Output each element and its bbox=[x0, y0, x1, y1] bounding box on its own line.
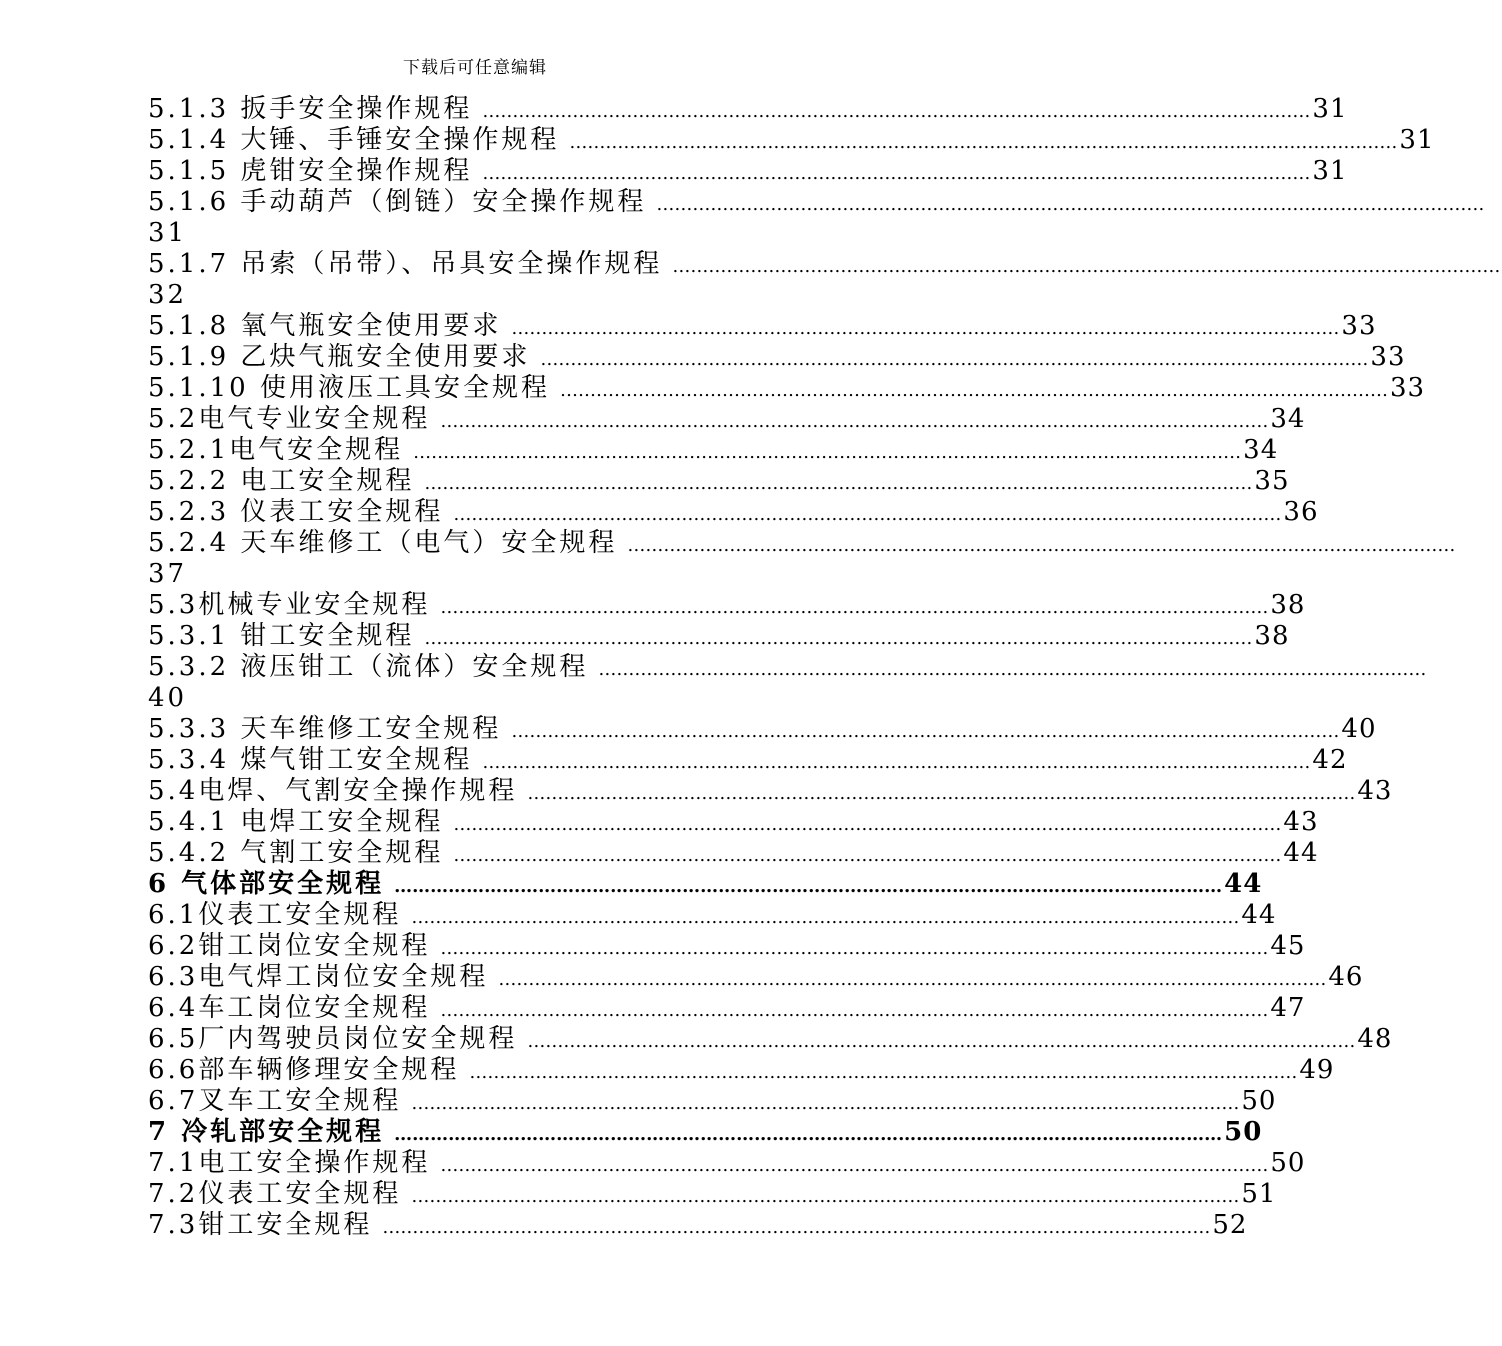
toc-entry[interactable] bbox=[148, 497, 1319, 528]
toc-entry[interactable] bbox=[148, 125, 1435, 156]
toc-entry[interactable] bbox=[148, 807, 1319, 838]
toc-entry-page-number: 31 bbox=[1312, 94, 1348, 124]
toc-dot-leader bbox=[401, 1088, 1241, 1119]
toc-entry[interactable] bbox=[148, 1210, 1248, 1241]
toc-entry[interactable] bbox=[148, 435, 1279, 466]
toc-entry-page-number: 50 bbox=[1270, 1148, 1306, 1178]
toc-entry-page-number: 52 bbox=[1212, 1210, 1248, 1240]
toc-entry[interactable] bbox=[148, 249, 803, 280]
toc-entry-title: 7.1电工安全操作规程 bbox=[148, 1148, 431, 1178]
toc-dot-leader bbox=[588, 654, 1428, 685]
toc-dot-leader bbox=[372, 1212, 1212, 1243]
toc-entry-page-number: 40 bbox=[1341, 714, 1377, 744]
toc-entry-title: 6.5厂内驾驶员岗位安全规程 bbox=[148, 1024, 518, 1054]
toc-entry-page-number: 31 bbox=[148, 218, 188, 248]
toc-entry-page-number: 46 bbox=[1328, 962, 1364, 992]
toc-entry-page-number: 31 bbox=[1312, 156, 1348, 186]
toc-entry-page-number: 32 bbox=[148, 280, 188, 310]
toc-entry[interactable] bbox=[148, 1086, 1277, 1117]
toc-entry-title: 5.4电焊、气割安全操作规程 bbox=[148, 776, 518, 806]
toc-entry-title: 5.1.7 吊索（吊带）、吊具安全操作规程 bbox=[148, 249, 663, 279]
toc-dot-leader bbox=[430, 1150, 1270, 1181]
toc-entry-page-number: 47 bbox=[1270, 993, 1306, 1023]
toc-dot-leader bbox=[472, 96, 1312, 127]
toc-entry-title: 6.4车工岗位安全规程 bbox=[148, 993, 431, 1023]
toc-dot-leader bbox=[443, 499, 1283, 530]
toc-entry-page-number: 38 bbox=[1254, 621, 1290, 651]
toc-entry-title: 5.1.4 大锤、手锤安全操作规程 bbox=[148, 125, 560, 155]
toc-entry[interactable] bbox=[148, 1117, 1263, 1148]
table-of-contents bbox=[148, 94, 1435, 1241]
toc-entry[interactable] bbox=[148, 373, 1426, 404]
toc-entry[interactable] bbox=[148, 1179, 1277, 1210]
toc-entry-title: 5.3.1 钳工安全规程 bbox=[148, 621, 415, 651]
toc-dot-leader bbox=[414, 623, 1254, 654]
toc-entry[interactable] bbox=[148, 342, 1406, 373]
toc-entry-page-number: 44 bbox=[1241, 900, 1277, 930]
toc-entry-page-number: 50 bbox=[1224, 1117, 1263, 1147]
toc-entry-page-number: 43 bbox=[1357, 776, 1393, 806]
toc-entry[interactable] bbox=[148, 652, 803, 683]
toc-entry[interactable] bbox=[148, 1055, 1335, 1086]
toc-entry[interactable] bbox=[148, 621, 1290, 652]
toc-entry-page-number: 37 bbox=[148, 559, 188, 589]
toc-entry[interactable] bbox=[148, 1148, 1306, 1179]
toc-dot-leader bbox=[443, 809, 1283, 840]
toc-dot-leader bbox=[430, 406, 1270, 437]
toc-entry-title: 5.3.3 天车维修工安全规程 bbox=[148, 714, 502, 744]
toc-entry-title: 6.1仪表工安全规程 bbox=[148, 900, 402, 930]
toc-entry[interactable] bbox=[148, 94, 1348, 125]
toc-entry[interactable] bbox=[148, 776, 1393, 807]
toc-entry[interactable] bbox=[148, 993, 1306, 1024]
toc-entry-page-number: 36 bbox=[1283, 497, 1319, 527]
toc-dot-leader bbox=[550, 375, 1390, 406]
toc-dot-leader bbox=[517, 778, 1357, 809]
toc-dot-leader bbox=[501, 716, 1341, 747]
toc-entry-page-number: 49 bbox=[1299, 1055, 1335, 1085]
toc-entry-title: 6.2钳工岗位安全规程 bbox=[148, 931, 431, 961]
toc-dot-leader bbox=[472, 747, 1312, 778]
toc-entry[interactable] bbox=[148, 311, 1377, 342]
toc-entry-title: 5.1.9 乙炔气瓶安全使用要求 bbox=[148, 342, 531, 372]
toc-entry-title: 6.3电气焊工岗位安全规程 bbox=[148, 962, 489, 992]
toc-entry[interactable] bbox=[148, 466, 1290, 497]
toc-entry-page-number: 33 bbox=[1370, 342, 1406, 372]
toc-entry-page-number: 48 bbox=[1357, 1024, 1393, 1054]
toc-entry-title: 5.1.6 手动葫芦（倒链）安全操作规程 bbox=[148, 187, 647, 217]
toc-entry-title: 6.6部车辆修理安全规程 bbox=[148, 1055, 460, 1085]
toc-entry[interactable] bbox=[148, 156, 1348, 187]
toc-entry[interactable] bbox=[148, 590, 1306, 621]
toc-dot-leader bbox=[501, 313, 1341, 344]
toc-entry[interactable] bbox=[148, 838, 1319, 869]
toc-entry-page-number: 38 bbox=[1270, 590, 1306, 620]
toc-entry-title: 7.3钳工安全规程 bbox=[148, 1210, 373, 1240]
toc-entry-title: 7 冷轧部安全规程 bbox=[148, 1117, 385, 1147]
toc-dot-leader bbox=[384, 1119, 1224, 1150]
toc-dot-leader bbox=[430, 592, 1270, 623]
toc-entry-title: 5.3.4 煤气钳工安全规程 bbox=[148, 745, 473, 775]
toc-entry-page-number: 31 bbox=[1399, 125, 1435, 155]
toc-dot-leader bbox=[459, 1057, 1299, 1088]
toc-entry-title: 5.3.2 液压钳工（流体）安全规程 bbox=[148, 652, 589, 682]
toc-entry-title: 5.4.1 电焊工安全规程 bbox=[148, 807, 444, 837]
toc-entry-page-number: 33 bbox=[1389, 373, 1426, 403]
toc-dot-leader bbox=[430, 933, 1270, 964]
toc-entry[interactable] bbox=[148, 900, 1277, 931]
toc-dot-leader bbox=[443, 840, 1283, 871]
toc-entry-page-number: 43 bbox=[1283, 807, 1319, 837]
toc-entry[interactable] bbox=[148, 962, 1364, 993]
toc-entry[interactable] bbox=[148, 528, 803, 559]
toc-dot-leader bbox=[559, 127, 1399, 158]
toc-dot-leader bbox=[646, 189, 1486, 220]
toc-dot-leader bbox=[403, 437, 1243, 468]
toc-entry[interactable] bbox=[148, 187, 803, 218]
toc-entry-title: 7.2仪表工安全规程 bbox=[148, 1179, 402, 1209]
toc-entry-title: 5.2.2 电工安全规程 bbox=[148, 466, 415, 496]
toc-dot-leader bbox=[617, 530, 1457, 561]
toc-entry-page-number: 40 bbox=[148, 683, 188, 713]
toc-entry-title: 5.1.5 虎钳安全操作规程 bbox=[148, 156, 473, 186]
toc-entry-title: 5.3机械专业安全规程 bbox=[148, 590, 431, 620]
toc-entry-page-number: 45 bbox=[1270, 931, 1306, 961]
toc-entry[interactable] bbox=[148, 869, 1263, 900]
toc-entry-title: 6 气体部安全规程 bbox=[148, 869, 385, 899]
toc-entry-page-number: 44 bbox=[1224, 869, 1263, 899]
toc-dot-leader bbox=[430, 995, 1270, 1026]
toc-dot-leader bbox=[662, 251, 1502, 282]
toc-entry[interactable] bbox=[148, 404, 1306, 435]
toc-entry-title: 5.2电气专业安全规程 bbox=[148, 404, 431, 434]
toc-entry-title: 5.1.10 使用液压工具安全规程 bbox=[148, 373, 550, 403]
toc-dot-leader bbox=[384, 871, 1224, 902]
toc-entry-title: 5.2.4 天车维修工（电气）安全规程 bbox=[148, 528, 618, 558]
toc-entry-title: 5.2.3 仪表工安全规程 bbox=[148, 497, 444, 527]
toc-entry[interactable] bbox=[148, 1024, 1393, 1055]
toc-dot-leader bbox=[401, 902, 1241, 933]
toc-entry-page-number: 44 bbox=[1283, 838, 1319, 868]
toc-dot-leader bbox=[517, 1026, 1357, 1057]
toc-entry-page-number: 34 bbox=[1243, 435, 1279, 465]
toc-dot-leader bbox=[414, 468, 1254, 499]
toc-entry-title: 6.7叉车工安全规程 bbox=[148, 1086, 402, 1116]
toc-entry-title: 5.1.8 氧气瓶安全使用要求 bbox=[148, 311, 502, 341]
toc-entry-page-number: 35 bbox=[1254, 466, 1290, 496]
toc-entry[interactable] bbox=[148, 745, 1348, 776]
page-header: 下载后可任意编辑 bbox=[403, 58, 547, 78]
toc-entry-page-number: 50 bbox=[1241, 1086, 1277, 1116]
toc-entry-page-number: 51 bbox=[1241, 1179, 1277, 1209]
toc-entry[interactable] bbox=[148, 714, 1377, 745]
toc-entry-title: 5.1.3 扳手安全操作规程 bbox=[148, 94, 473, 124]
toc-dot-leader bbox=[530, 344, 1370, 375]
toc-dot-leader bbox=[472, 158, 1312, 189]
toc-dot-leader bbox=[488, 964, 1328, 995]
toc-entry-page-number: 33 bbox=[1341, 311, 1377, 341]
toc-entry-page-number: 42 bbox=[1312, 745, 1348, 775]
toc-dot-leader bbox=[401, 1181, 1241, 1212]
toc-entry-title: 5.2.1电气安全规程 bbox=[148, 435, 404, 465]
toc-entry[interactable] bbox=[148, 931, 1306, 962]
toc-entry-title: 5.4.2 气割工安全规程 bbox=[148, 838, 444, 868]
toc-entry-page-number: 34 bbox=[1270, 404, 1306, 434]
